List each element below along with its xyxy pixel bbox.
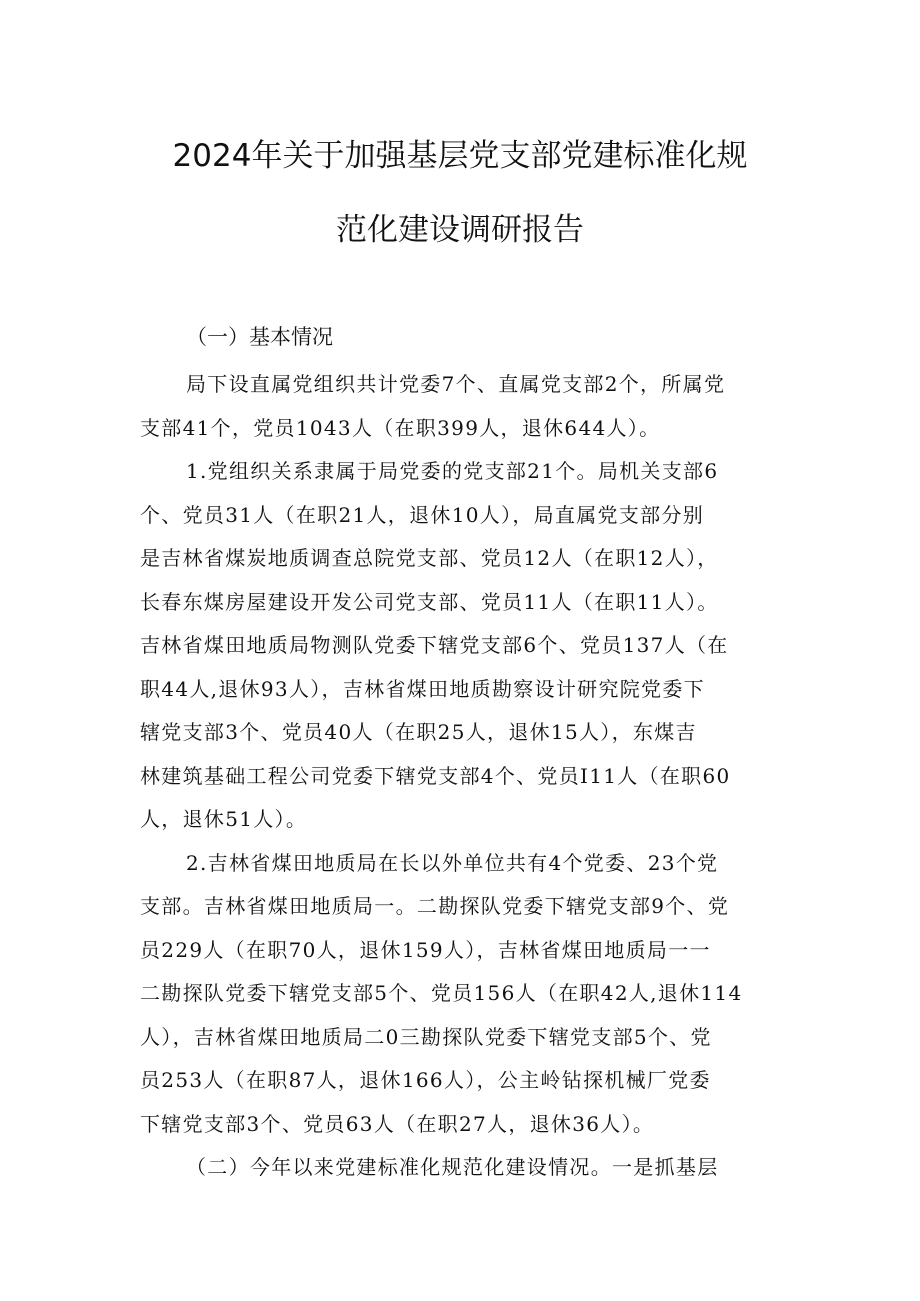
paragraph-3-line-2: 支部。吉林省煤田地质局一。二勘探队党委下辖党支部9个、党 (140, 894, 730, 918)
paragraph-3-line-1: 2.吉林省煤田地质局在长以外单位共有4个党委、23个党 (186, 850, 719, 875)
paragraph-2-line-6: 职44人,退休93人），吉林省煤田地质勘察设计研究院党委下 (140, 676, 705, 701)
paragraph-2-line-8: 林建筑基础工程公司党委下辖党支部4个、党员I11人（在职60 (140, 763, 731, 788)
paragraph-1-line-2: 支部41个，党员1043人（在职399人，退休644人）。 (140, 415, 661, 440)
paragraph-1-line-1: 局下设直属党组织共计党委7个、直属党支部2个，所属党 (186, 372, 726, 396)
paragraph-3-line-6: 员253人（在职87人，退休166人），公主岭钻探机械厂党委 (140, 1068, 711, 1092)
paragraph-2-line-3: 是吉林省煤炭地质调查总院党支部、党员12人（在职12人）， (140, 546, 719, 570)
paragraph-2-line-1: 1.党组织关系隶属于局党委的党支部21个。局机关支部6 (186, 459, 719, 483)
paragraph-2-line-4: 长春东煤房屋建设开发公司党支部、党员11人（在职11人）。 (140, 589, 719, 614)
paragraph-4-line-1: （二）今年以来党建标准化规范化建设情况。一是抓基层 (186, 1155, 719, 1179)
document-title-line-1: 2024年关于加强基层党支部党建标准化规 (172, 138, 748, 174)
paragraph-3-line-3: 员229人（在职70人，退休159人），吉林省煤田地质局一一 (140, 937, 711, 962)
document-body (140, 363, 790, 1190)
paragraph-3-line-5: 人），吉林省煤田地质局二0三勘探队党委下辖党支部5个、党 (140, 1024, 712, 1049)
document-title-line-2: 范化建设调研报告 (336, 212, 584, 248)
paragraph-2-line-9: 人，退休51人）。 (140, 807, 308, 831)
paragraph-2-line-2: 个、党员31人（在职21人，退休10人），局直属党支部分别 (140, 502, 705, 527)
paragraph-2-line-7: 辖党支部3个、党员40人（在职25人，退休15人），东煤吉 (140, 720, 697, 744)
paragraph-3-line-7: 下辖党支部3个、党员63人（在职27人，退休36人）。 (140, 1111, 655, 1136)
section-heading-basic-situation: （一）基本情况 (186, 325, 333, 349)
paragraph-3-line-4: 二勘探队党委下辖党支部5个、党员156人（在职42人,退休114 (140, 981, 743, 1005)
paragraph-2-line-5: 吉林省煤田地质局物测队党委下辖党支部6个、党员137人（在 (140, 633, 729, 657)
